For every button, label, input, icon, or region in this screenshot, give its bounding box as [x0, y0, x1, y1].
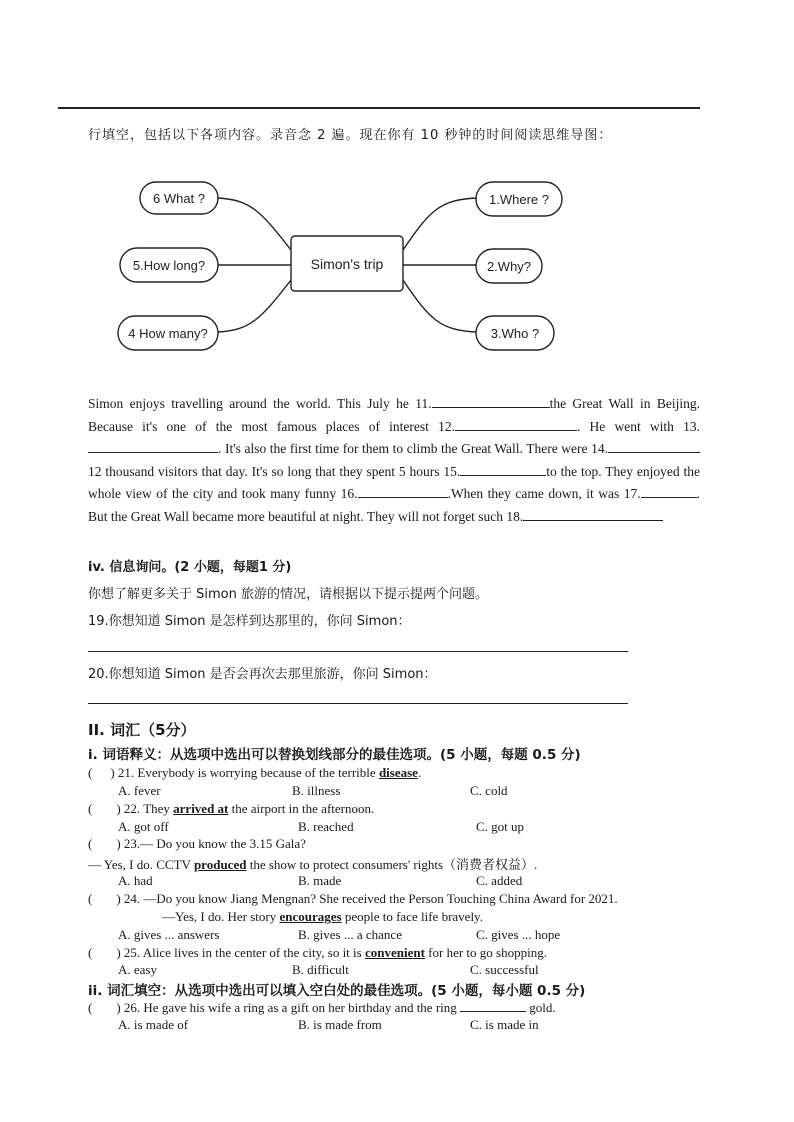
q24-option-a[interactable]: A. gives ... answers: [118, 927, 220, 942]
blank-14[interactable]: [608, 440, 700, 453]
q21-option-a[interactable]: A. fever: [118, 783, 161, 798]
q21-option-c[interactable]: C. cold: [470, 783, 508, 798]
branch-left-3: [218, 280, 291, 332]
passage-s1: Simon enjoys travelling around the world. This July he 11.: [88, 396, 432, 411]
passage-s2: the Great Wall in Beijing. Because it's one of the most famous places of interest 12.: [88, 396, 700, 434]
q21-option-b[interactable]: B. illness: [292, 783, 341, 798]
question-22: ( ) 22. They arrived at the airport in the afternoon.: [88, 801, 375, 816]
question-21: ( ) 21. Everybody is worrying because of the terrible disease.: [88, 765, 422, 780]
answer-line-20[interactable]: [88, 703, 628, 704]
node-left-2: 5.How long?: [132, 258, 206, 273]
question-23: ( ) 23.— Do you know the 3.15 Gala?: [88, 836, 306, 851]
node-left-3: 4 How many?: [128, 326, 208, 341]
q26-option-a[interactable]: A. is made of: [118, 1017, 189, 1032]
question-23-reply: — Yes, I do. CCTV produced the show to protect consumers' rights（消费者权益）.: [88, 857, 538, 872]
section-2-title: II. 词汇（5分）: [88, 721, 196, 739]
part4-prompt: 你想了解更多关于 Simon 旅游的情况，请根据以下提示提两个问题。: [88, 587, 488, 602]
passage-s8: . But the Great Wall became more beautiful at night. They will not forget such 18.: [88, 486, 700, 524]
blank-13[interactable]: [88, 440, 218, 453]
blank-26[interactable]: [460, 999, 526, 1012]
paren: (: [88, 765, 93, 780]
q24-option-c[interactable]: C. gives ... hope: [476, 927, 561, 942]
question-26: ( ) 26. He gave his wife a ring as a gift on her birthday and the ring gold.: [88, 1000, 556, 1015]
q23-option-a[interactable]: A. had: [118, 873, 153, 888]
blank-16[interactable]: [358, 485, 448, 498]
node-right-2: 2.Why?: [486, 259, 532, 274]
question-20: 20.你想知道 Simon 是否会再次去那里旅游，你问 Simon：: [88, 667, 437, 682]
node-right-3: 3.Who ?: [490, 326, 540, 341]
blank-12[interactable]: [455, 418, 577, 431]
passage-s3: . He went with 13.: [576, 418, 700, 434]
listening-instruction: 行填空，包括以下各项内容。录音念 2 遍。现在你有 10 秒钟的时间阅读思维导图：: [88, 128, 613, 143]
q23-option-b[interactable]: B. made: [298, 873, 342, 888]
q25-option-b[interactable]: B. difficult: [292, 962, 349, 977]
q22-option-a[interactable]: A. got off: [118, 819, 169, 834]
underlined-word: disease: [378, 765, 418, 780]
top-rule: [58, 107, 700, 109]
branch-left-1: [218, 198, 291, 250]
cloze-passage: [88, 393, 700, 529]
question-24: ( ) 24. —Do you know Jiang Mengnan? She received the Person Touching China Award for 2021.: [88, 891, 618, 906]
answer-line-19[interactable]: [88, 651, 628, 652]
q22-option-b[interactable]: B. reached: [298, 819, 354, 834]
question-25: ( ) 25. Alice lives in the center of the city, so it is convenient for her to go shopping.: [88, 945, 547, 960]
passage-s6: to the top. They enjoyed the whole view of the city and took many funny 16.: [88, 463, 701, 502]
blank-11[interactable]: [432, 395, 550, 408]
node-right-1: 1.Where ?: [489, 192, 549, 207]
section-2-sub2: ii. 词汇填空：从选项中选出可以填入空白处的最佳选项。(5 小题，每小题 0.5 分): [88, 983, 586, 999]
passage-s5: 12 thousand visitors that day. It's so long that they spent 5 hours 15.: [88, 463, 461, 479]
q26-option-b[interactable]: B. is made from: [298, 1017, 382, 1032]
q24-option-b[interactable]: B. gives ... a chance: [298, 927, 402, 942]
q25-option-a[interactable]: A. easy: [118, 962, 157, 977]
branch-right-3: [403, 280, 476, 332]
part4-title: iv. 信息询问。(2 小题，每题1 分): [88, 560, 292, 575]
mindmap-center: Simon's trip: [310, 256, 384, 272]
mind-map: [110, 170, 580, 360]
passage-s4: . It's also the first time for them to climb the Great Wall. There were 14.: [218, 441, 608, 457]
section-2-sub1: i. 词语释义：从选项中选出可以替换划线部分的最佳选项。(5 小题，每题 0.5 分): [88, 747, 581, 763]
passage-s7: .When they came down, it was 17.: [447, 486, 641, 502]
branch-right-1: [403, 198, 476, 250]
blank-18[interactable]: [523, 508, 663, 521]
node-left-1: 6 What ?: [152, 191, 206, 206]
blank-17[interactable]: [641, 485, 697, 498]
blank-15[interactable]: [460, 463, 546, 476]
q22-option-c[interactable]: C. got up: [476, 819, 525, 834]
q26-option-c[interactable]: C. is made in: [470, 1017, 539, 1032]
q25-option-c[interactable]: C. successful: [470, 962, 539, 977]
question-24-reply: —Yes, I do. Her story encourages people to face life bravely.: [162, 909, 483, 924]
q23-option-c[interactable]: C. added: [476, 873, 523, 888]
question-19: 19.你想知道 Simon 是怎样到达那里的，你问 Simon：: [88, 614, 411, 629]
